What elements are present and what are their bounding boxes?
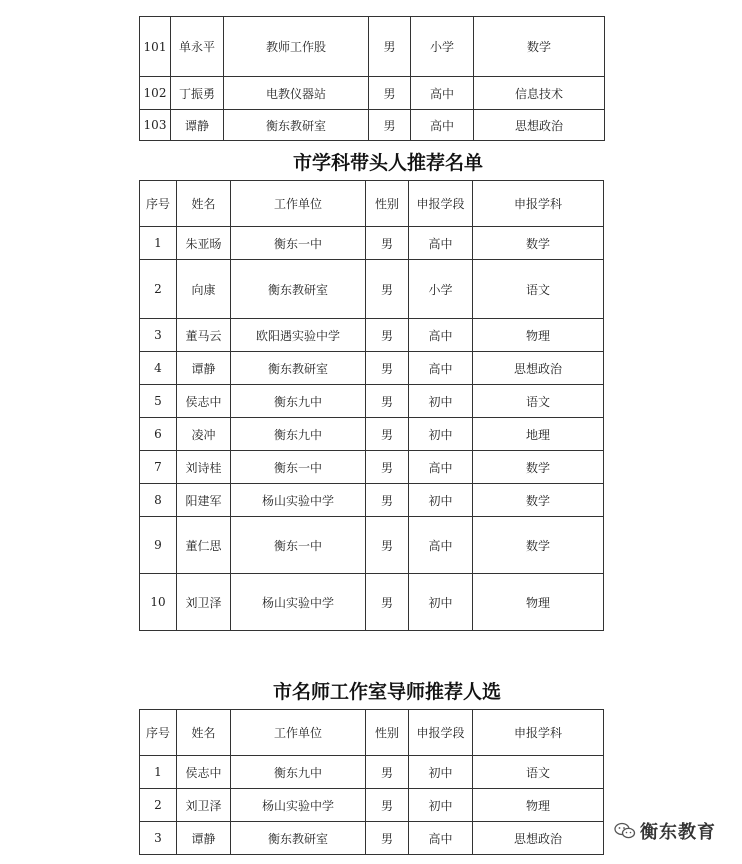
index-cell: 101 bbox=[140, 17, 171, 77]
stage-cell: 高中 bbox=[411, 110, 474, 141]
subject-cell: 数学 bbox=[474, 17, 605, 77]
table-row bbox=[140, 574, 604, 631]
subject-cell: 信息技术 bbox=[474, 77, 605, 110]
gender-cell: 男 bbox=[366, 451, 409, 484]
table-row bbox=[140, 227, 604, 260]
index-cell: 6 bbox=[140, 418, 177, 451]
name-cell: 谭静 bbox=[177, 352, 231, 385]
header-gender: 性别 bbox=[366, 710, 409, 756]
subject-cell: 物理 bbox=[473, 789, 604, 822]
unit-cell: 杨山实验中学 bbox=[231, 574, 366, 631]
name-cell: 朱亚旸 bbox=[177, 227, 231, 260]
section-title: 市名师工作室导师推荐人选 bbox=[273, 681, 502, 703]
unit-cell: 衡东教研室 bbox=[231, 260, 366, 319]
unit-cell: 衡东九中 bbox=[231, 385, 366, 418]
unit-cell: 杨山实验中学 bbox=[231, 484, 366, 517]
stage-cell: 高中 bbox=[409, 319, 473, 352]
name-cell: 刘卫泽 bbox=[177, 574, 231, 631]
index-cell: 102 bbox=[140, 77, 171, 110]
unit-cell: 衡东教研室 bbox=[224, 110, 369, 141]
header-name: 姓名 bbox=[177, 181, 231, 227]
header-unit: 工作单位 bbox=[231, 181, 366, 227]
unit-cell: 衡东教研室 bbox=[231, 822, 366, 855]
table-row bbox=[140, 451, 604, 484]
gender-cell: 男 bbox=[366, 418, 409, 451]
stage-cell: 高中 bbox=[409, 451, 473, 484]
table-row bbox=[140, 110, 605, 141]
subject-cell: 思想政治 bbox=[474, 110, 605, 141]
stage-cell: 高中 bbox=[409, 227, 473, 260]
watermark-text: 衡东教育 bbox=[640, 822, 716, 843]
unit-cell: 电教仪器站 bbox=[224, 77, 369, 110]
unit-cell: 教师工作股 bbox=[224, 17, 369, 77]
name-cell: 侯志中 bbox=[177, 385, 231, 418]
stage-cell: 初中 bbox=[409, 418, 473, 451]
name-cell: 向康 bbox=[177, 260, 231, 319]
index-cell: 4 bbox=[140, 352, 177, 385]
header-subject: 申报学科 bbox=[473, 181, 604, 227]
table-row bbox=[140, 260, 604, 319]
section-title: 市学科带头人推荐名单 bbox=[293, 152, 484, 174]
table-row bbox=[140, 319, 604, 352]
stage-cell: 初中 bbox=[409, 756, 473, 789]
gender-cell: 男 bbox=[366, 484, 409, 517]
gender-cell: 男 bbox=[366, 517, 409, 574]
gender-cell: 男 bbox=[366, 227, 409, 260]
unit-cell: 衡东教研室 bbox=[231, 352, 366, 385]
table-row bbox=[140, 484, 604, 517]
subject-cell: 语文 bbox=[473, 756, 604, 789]
table-row bbox=[140, 77, 605, 110]
index-cell: 10 bbox=[140, 574, 177, 631]
gender-cell: 男 bbox=[366, 574, 409, 631]
subject-cell: 数学 bbox=[473, 484, 604, 517]
table-header-row bbox=[140, 710, 604, 756]
index-cell: 5 bbox=[140, 385, 177, 418]
stage-cell: 高中 bbox=[409, 517, 473, 574]
index-cell: 3 bbox=[140, 319, 177, 352]
name-cell: 侯志中 bbox=[177, 756, 231, 789]
table-row bbox=[140, 418, 604, 451]
table-row bbox=[140, 385, 604, 418]
index-cell: 2 bbox=[140, 789, 177, 822]
subject-cell: 物理 bbox=[473, 574, 604, 631]
index-cell: 3 bbox=[140, 822, 177, 855]
header-stage: 申报学段 bbox=[409, 181, 473, 227]
stage-cell: 初中 bbox=[409, 574, 473, 631]
table-row bbox=[140, 517, 604, 574]
index-cell: 103 bbox=[140, 110, 171, 141]
header-subject: 申报学科 bbox=[473, 710, 604, 756]
gender-cell: 男 bbox=[366, 385, 409, 418]
header-name: 姓名 bbox=[177, 710, 231, 756]
subject-cell: 语文 bbox=[473, 385, 604, 418]
index-cell: 8 bbox=[140, 484, 177, 517]
name-cell: 丁振勇 bbox=[171, 77, 224, 110]
index-cell: 9 bbox=[140, 517, 177, 574]
unit-cell: 衡东九中 bbox=[231, 756, 366, 789]
name-cell: 阳建军 bbox=[177, 484, 231, 517]
subject-leader-table bbox=[139, 180, 604, 631]
subject-cell: 数学 bbox=[473, 517, 604, 574]
subject-cell: 思想政治 bbox=[473, 822, 604, 855]
gender-cell: 男 bbox=[366, 822, 409, 855]
name-cell: 董马云 bbox=[177, 319, 231, 352]
header-stage: 申报学段 bbox=[409, 710, 473, 756]
gender-cell: 男 bbox=[369, 77, 411, 110]
name-cell: 谭静 bbox=[177, 822, 231, 855]
index-cell: 1 bbox=[140, 227, 177, 260]
stage-cell: 小学 bbox=[411, 17, 474, 77]
index-cell: 1 bbox=[140, 756, 177, 789]
stage-cell: 初中 bbox=[409, 789, 473, 822]
master-teacher-table bbox=[139, 709, 604, 855]
name-cell: 刘诗桂 bbox=[177, 451, 231, 484]
name-cell: 谭静 bbox=[171, 110, 224, 141]
stage-cell: 高中 bbox=[411, 77, 474, 110]
gender-cell: 男 bbox=[366, 352, 409, 385]
gender-cell: 男 bbox=[369, 110, 411, 141]
header-unit: 工作单位 bbox=[231, 710, 366, 756]
header-index: 序号 bbox=[140, 710, 177, 756]
subject-cell: 数学 bbox=[473, 451, 604, 484]
stage-cell: 初中 bbox=[409, 385, 473, 418]
stage-cell: 小学 bbox=[409, 260, 473, 319]
gender-cell: 男 bbox=[366, 260, 409, 319]
subject-cell: 语文 bbox=[473, 260, 604, 319]
stage-cell: 高中 bbox=[409, 822, 473, 855]
subject-cell: 地理 bbox=[473, 418, 604, 451]
table-row bbox=[140, 17, 605, 77]
stage-cell: 高中 bbox=[409, 352, 473, 385]
unit-cell: 欧阳遇实验中学 bbox=[231, 319, 366, 352]
subject-cell: 数学 bbox=[473, 227, 604, 260]
table-header-row bbox=[140, 181, 604, 227]
index-cell: 7 bbox=[140, 451, 177, 484]
subject-cell: 思想政治 bbox=[473, 352, 604, 385]
name-cell: 单永平 bbox=[171, 17, 224, 77]
continuation-table bbox=[139, 16, 605, 141]
gender-cell: 男 bbox=[366, 789, 409, 822]
table-row bbox=[140, 789, 604, 822]
name-cell: 刘卫泽 bbox=[177, 789, 231, 822]
gender-cell: 男 bbox=[369, 17, 411, 77]
stage-cell: 初中 bbox=[409, 484, 473, 517]
gender-cell: 男 bbox=[366, 319, 409, 352]
header-gender: 性别 bbox=[366, 181, 409, 227]
table-row bbox=[140, 756, 604, 789]
index-cell: 2 bbox=[140, 260, 177, 319]
watermark bbox=[614, 818, 716, 844]
name-cell: 凌冲 bbox=[177, 418, 231, 451]
table-row bbox=[140, 822, 604, 855]
wechat-icon bbox=[614, 822, 636, 840]
unit-cell: 衡东九中 bbox=[231, 418, 366, 451]
unit-cell: 衡东一中 bbox=[231, 227, 366, 260]
unit-cell: 衡东一中 bbox=[231, 517, 366, 574]
name-cell: 董仁思 bbox=[177, 517, 231, 574]
unit-cell: 衡东一中 bbox=[231, 451, 366, 484]
unit-cell: 杨山实验中学 bbox=[231, 789, 366, 822]
table-row bbox=[140, 352, 604, 385]
gender-cell: 男 bbox=[366, 756, 409, 789]
subject-cell: 物理 bbox=[473, 319, 604, 352]
header-index: 序号 bbox=[140, 181, 177, 227]
